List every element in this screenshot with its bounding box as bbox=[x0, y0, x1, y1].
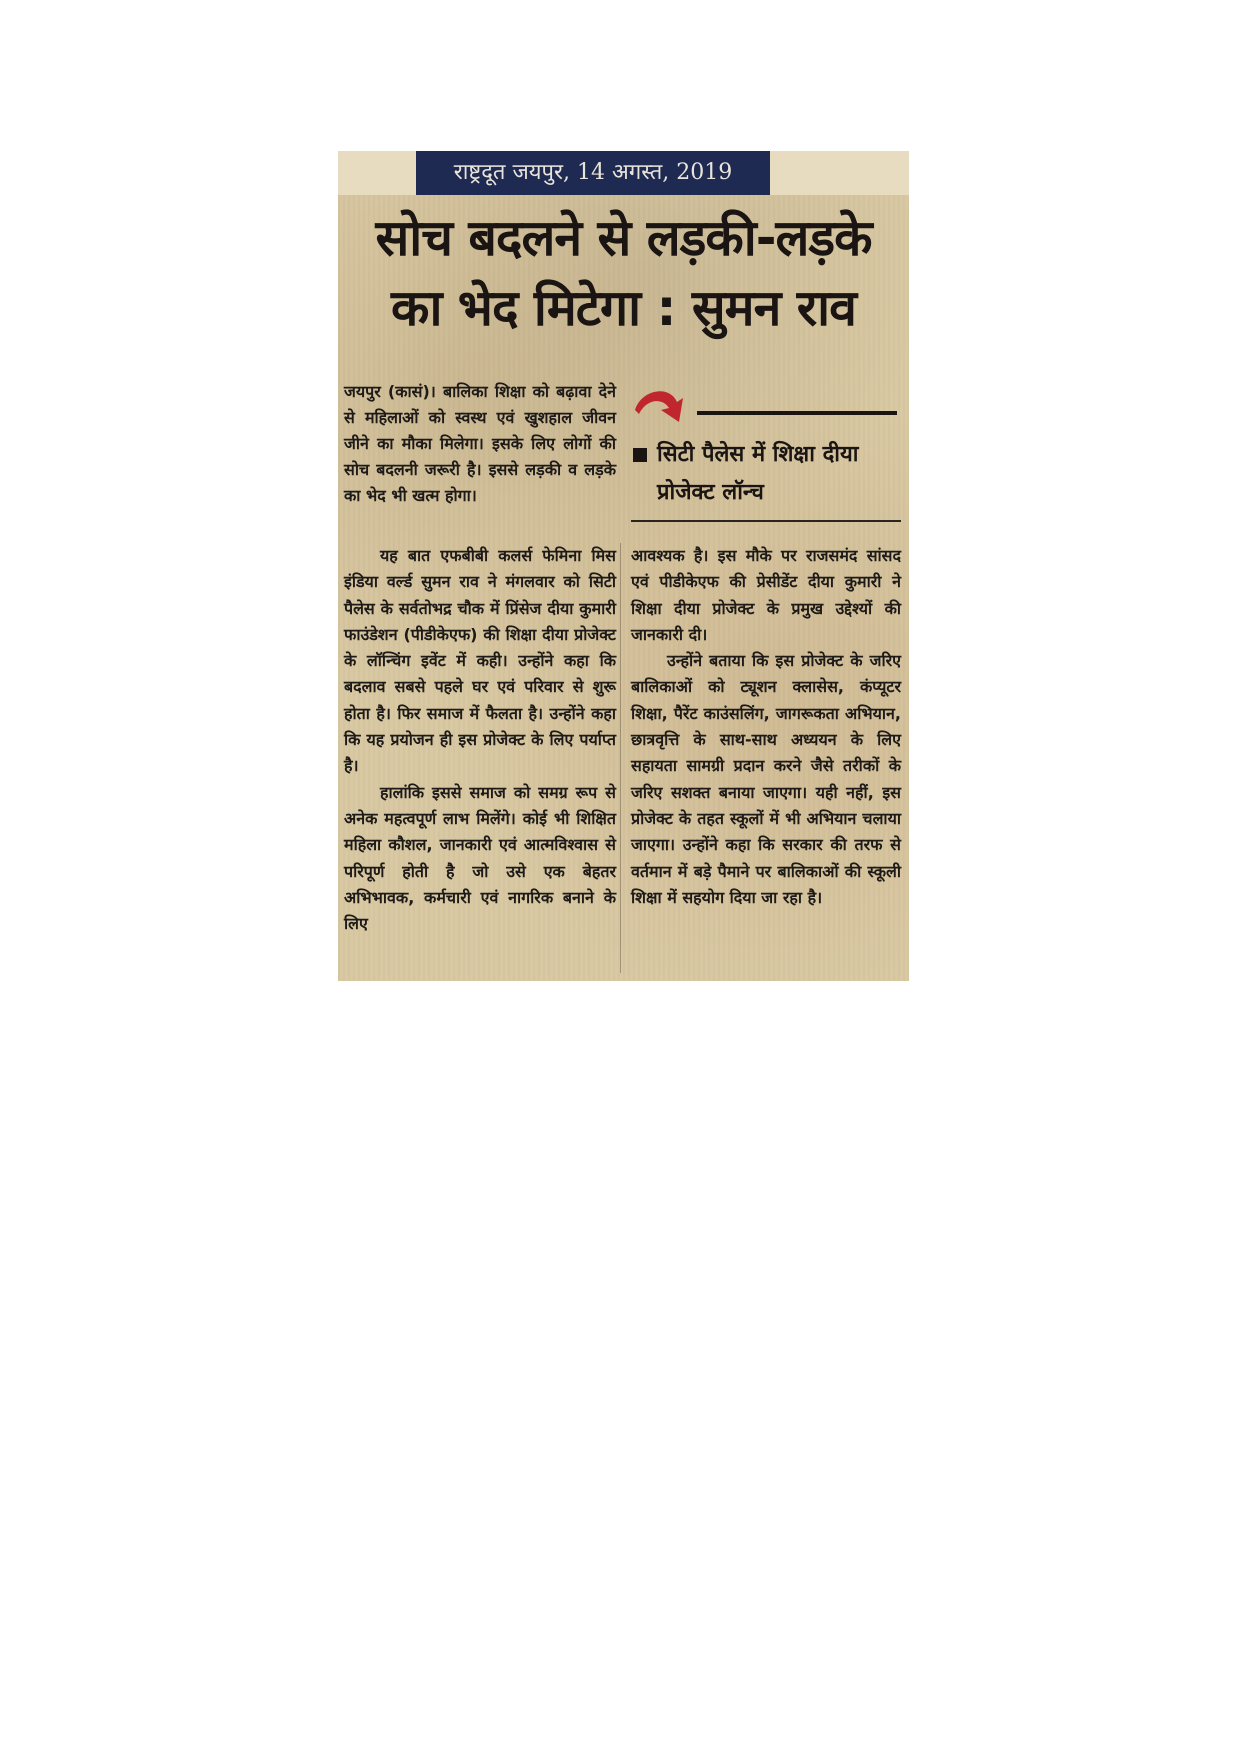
sidebox-top-rule bbox=[697, 411, 897, 415]
left-column-paragraph-1: यह बात एफबीबी कलर्स फेमिना मिस इंडिया वर्ल्ड सुमन राव ने मंगलवार को सिटी पैलेस के सर्वतोभद्र चौक में प्रिंसेज दीया कुमारी फाउंडेशन (पीडीकेएफ) की शिक्षा दीया प्रोजेक्ट के लॉन्चिंग इवेंट में कही। उन्होंने कहा कि बदलाव सबसे पहले घर एवं परिवार से शुरू होता है। फिर समाज में फैलता है। उन्होंने कहा कि यह प्रयोजन ही इस प्रोजेक्ट के लिए पर्याप्त है। bbox=[344, 546, 616, 776]
headline bbox=[338, 203, 909, 343]
lead-paragraph: जयपुर (कासं)। बालिका शिक्षा को बढ़ावा देने से महिलाओं को स्वस्थ एवं खुशहाल जीवन जीने का मौका मिलेगा। इसके लिए लोगों की सोच बदलनी जरूरी है। इससे लड़की व लड़के का भेद भी खत्म होगा। bbox=[344, 382, 616, 505]
left-column bbox=[344, 543, 616, 937]
dateline-banner: राष्ट्रदूत जयपुर, 14 अगस्त, 2019 bbox=[416, 151, 770, 195]
curved-arrow-icon bbox=[631, 382, 693, 434]
headline-line-1: सोच बदलने से लड़की-लड़के bbox=[375, 209, 872, 267]
square-bullet-icon bbox=[633, 448, 647, 462]
left-column-paragraph-2: हालांकि इससे समाज को समग्र रूप से अनेक महत्वपूर्ण लाभ मिलेंगे। कोई भी शिक्षित महिला कौशल, जानकारी एवं आत्मविश्वास से परिपूर्ण होती है जो उसे एक बेहतर अभिभावक, कर्मचारी एवं नागरिक बनाने के लिए bbox=[344, 782, 616, 934]
column-divider bbox=[620, 543, 621, 973]
sidebox-bottom-rule bbox=[631, 520, 901, 522]
right-column-paragraph-2: उन्होंने बताया कि इस प्रोजेक्ट के जरिए बालिकाओं को ट्यूशन क्लासेस, कंप्यूटर शिक्षा, पैरेंट काउंसलिंग, जागरूकता अभियान, छात्रवृत्ति के साथ-साथ अध्ययन के लिए सहायता सामग्री प्रदान करने जैसे तरीकों के जरिए सशक्त बनाया जाएगा। यही नहीं, इस प्रोजेक्ट के तहत स्कूलों में भी अभियान चलाया जाएगा। उन्होंने कहा कि सरकार की तरफ से वर्तमान में बड़े पैमाने पर बालिकाओं की स्कूली शिक्षा में सहयोग दिया जा रहा है। bbox=[631, 651, 901, 907]
right-column-paragraph-1: आवश्यक है। इस मौके पर राजसमंद सांसद एवं पीडीकेएफ की प्रेसीडेंट दीया कुमारी ने शिक्षा दीया प्रोजेक्ट के प्रमुख उद्देश्यों की जानकारी दी। bbox=[631, 546, 901, 644]
newspaper-clipping bbox=[338, 151, 909, 981]
headline-line-2: का भेद मिटेगा : सुमन राव bbox=[391, 279, 856, 337]
right-column bbox=[631, 543, 901, 911]
subheadline: सिटी पैलेस में शिक्षा दीया प्रोजेक्ट लॉन्च bbox=[657, 442, 859, 505]
